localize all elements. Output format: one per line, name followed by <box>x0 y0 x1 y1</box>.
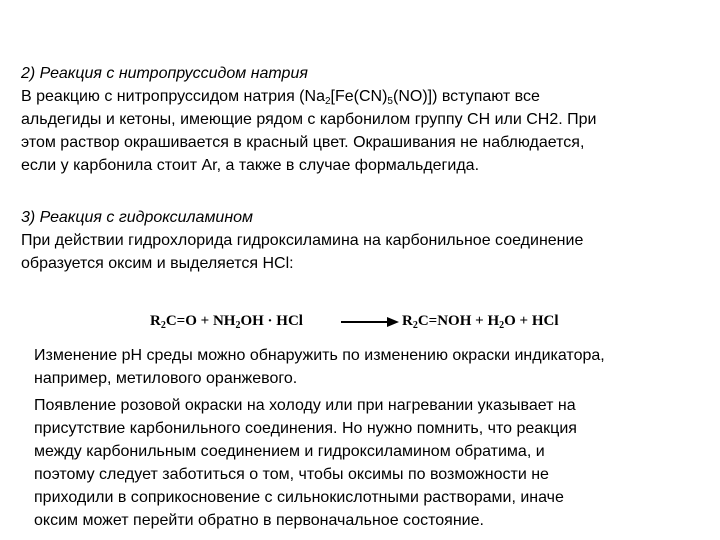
text-line: между карбонильным соединением и гидроксиламином обратима, и <box>34 443 545 460</box>
text-line: При действии гидрохлорида гидроксиламина на карбонильное соединение <box>21 232 584 249</box>
text-line: Изменение рН среды можно обнаружить по изменению окраски индикатора, <box>34 347 605 364</box>
text-line: Появление розовой окраски на холоду или при нагревании указывает на <box>34 397 576 414</box>
section-heading: 3) Реакция с гидроксиламином <box>21 209 253 226</box>
text-line: если у карбонила стоит Ar, а также в случае формальдегида. <box>21 157 480 174</box>
products <box>402 313 559 330</box>
text-line <box>21 85 596 108</box>
text-line: поэтому следует заботиться о том, чтобы оксимы по возможности не <box>34 466 549 483</box>
text-fragment: В реакцию с нитропруссидом натрия (Na <box>21 88 325 105</box>
reaction-equation <box>150 309 600 337</box>
subscript: 2 <box>499 320 505 331</box>
subscript: 2 <box>235 320 241 331</box>
subscript: 2 <box>160 320 166 331</box>
text-line: альдегиды и кетоны, имеющие рядом с карбонилом группу СН или СН2. При <box>21 111 597 128</box>
section-hydroxylamine <box>21 206 583 275</box>
formula-fragment: C=O + NH <box>165 313 236 329</box>
formula-fragment: O + HCl <box>504 313 559 329</box>
text-line: например, метилового оранжевого. <box>34 370 298 387</box>
formula-fragment: C=NOH + H <box>417 313 500 329</box>
subscript: 5 <box>387 96 393 107</box>
reactants <box>150 313 303 330</box>
subscript: 2 <box>412 320 418 331</box>
formula-fragment: OH · HCl <box>240 313 303 329</box>
reaction-arrow-icon <box>341 315 399 329</box>
text-line: образуется оксим и выделяется HCl: <box>21 255 294 272</box>
text-line: оксим может перейти обратно в первоначальное состояние. <box>34 512 484 529</box>
text-fragment: [Fe(CN) <box>330 88 388 105</box>
section-sodium-nitroprusside <box>21 62 596 177</box>
formula-fragment: R <box>402 313 413 329</box>
formula-fragment: R <box>150 313 161 329</box>
notes-block <box>34 344 605 532</box>
text-line: этом раствор окрашивается в красный цвет. Окрашивания не наблюдается, <box>21 134 585 151</box>
section-heading: 2) Реакция с нитропруссидом натрия <box>21 65 308 82</box>
text-line: приходили в соприкосновение с сильнокислотными растворами, иначе <box>34 489 564 506</box>
text-line: присутствие карбонильного соединения. Но нужно помнить, что реакция <box>34 420 577 437</box>
subscript: 2 <box>324 96 331 107</box>
text-fragment: (NO)]) вступают все <box>392 88 540 105</box>
